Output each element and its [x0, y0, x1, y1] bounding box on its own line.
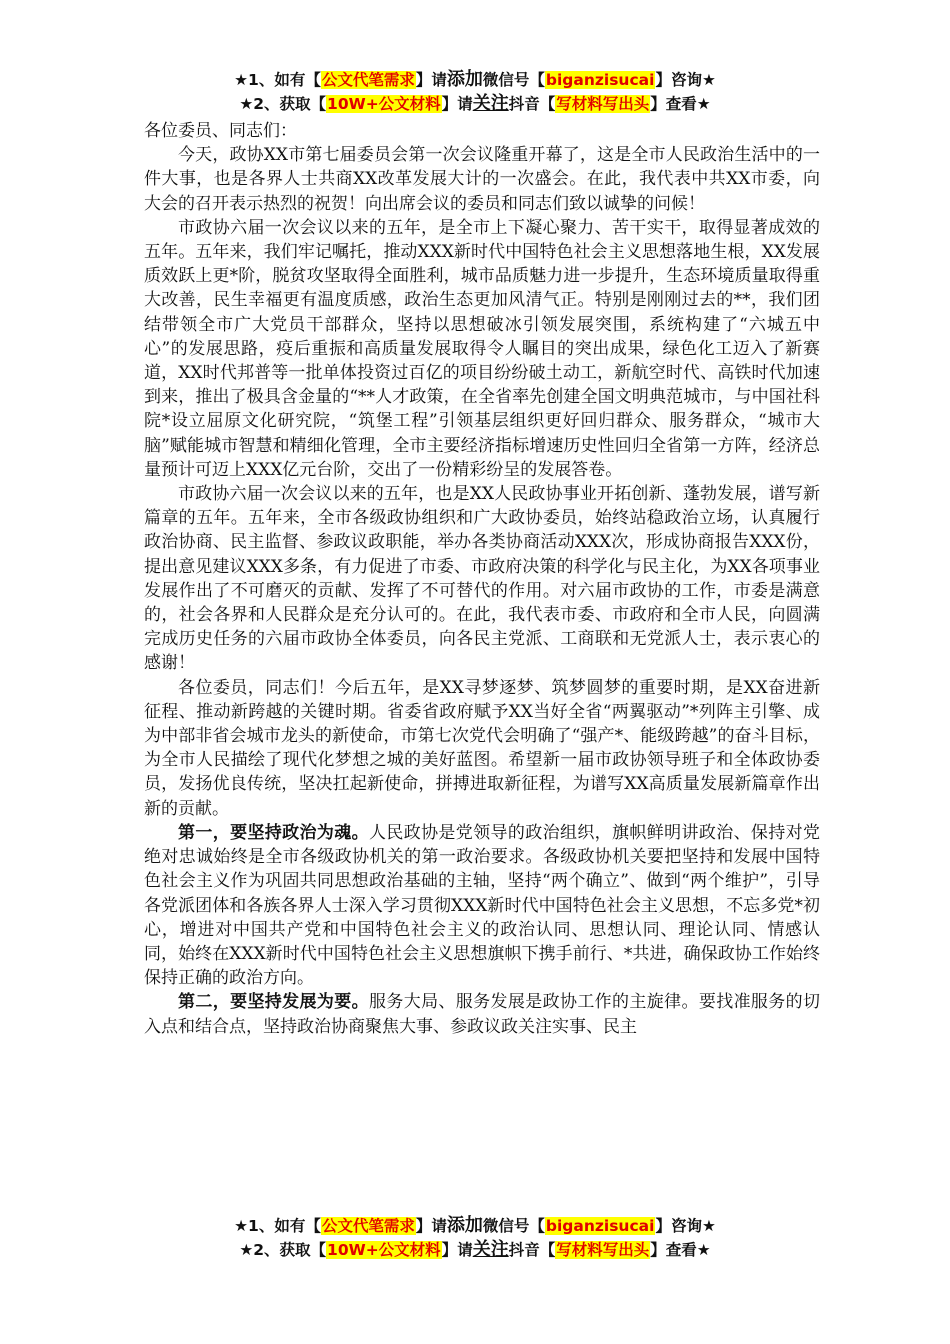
highlight-ghostwriting: 公文代笔需求: [321, 71, 415, 89]
highlight-ghostwriting: 公文代笔需求: [321, 1217, 415, 1235]
paragraph-point-1: [144, 821, 820, 990]
document-body: [144, 119, 820, 1039]
promo-line-1: ★1、如有【公文代笔需求】请添加微信号【biganzisucai】咨询★: [234, 69, 716, 90]
promo-banner-bottom: [0, 1214, 950, 1262]
salutation: 各位委员、同志们：: [144, 121, 297, 141]
highlight-materials: 10W+公文材料: [327, 1241, 441, 1259]
promo-line-2: ★2、获取【10W+公文材料】请关注抖音【写材料写出头】查看★: [239, 93, 711, 114]
highlight-douyin: 写材料写出头: [556, 95, 650, 113]
promo-banner-top: [0, 68, 950, 116]
paragraph-opening: 今天，政协XX市第七届委员会第一次会议隆重开幕了，这是全市人民政治生活中的一件大事，也是各界人士共商XX改革发展大计的一次盛会。在此，我代表中共XX市委，向大会的召开表示热烈的祝贺！向出席会议的委员和同志们致以诚挚的问候！: [144, 145, 820, 214]
highlight-douyin: 写材料写出头: [556, 1241, 650, 1259]
promo-line-1: ★1、如有【公文代笔需求】请添加微信号【biganzisucai】咨询★: [234, 1215, 716, 1236]
paragraph-outlook: 各位委员，同志们！今后五年，是XX寻梦逐梦、筑梦圆梦的重要时期，是XX奋进新征程、推动新跨越的关键时期。省委省政府赋予XX当好全省“两翼驱动”*列阵主引擎、成为中部非省会城市龙头的新使命，市第七次党代会明确了“强产*、能级跨越”的奋斗目标，为全市人民描绘了现代化梦想之城的美好蓝图。希望新一届市政协领导班子和全体政协委员，发扬优良传统，坚决扛起新使命，拼搏进取新征程，为谱写XX高质量发展新篇章作出新的贡献。: [144, 677, 820, 819]
paragraph-point-2: [144, 990, 820, 1038]
point-1-body: 人民政协是党领导的政治组织，旗帜鲜明讲政治、保持对党绝对忠诚始终是全市各级政协机关的第一政治要求。各级政协机关要把坚持和发展中国特色社会主义作为巩固共同思想政治基础的主轴，坚持“两个确立”、做到“两个维护”，引导各党派团体和各族各界人士深入学习贯彻XXX新时代中国特色社会主义思想，不忘多党*初心，增进对中国共产党和中国特色社会主义的政治认同、思想认同、理论认同、情感认同，始终在XXX新时代中国特色社会主义思想旗帜下携手前行、*共进，确保政协工作始终保持正确的政治方向。: [144, 822, 821, 989]
point-2-heading: 第二，要坚持发展为要。: [178, 992, 369, 1013]
highlight-wechat-id: biganzisucai: [545, 1217, 655, 1235]
highlight-materials: 10W+公文材料: [327, 95, 441, 113]
paragraph-achievements: 市政协六届一次会议以来的五年，是全市上下凝心聚力、苦干实干，取得显著成效的五年。五年来，我们牢记嘱托，推动XXX新时代中国特色社会主义思想落地生根，XX发展质效跃上更*阶，脱贫攻坚取得全面胜利，城市品质魅力进一步提升，生态环境质量取得重大改善，民生幸福更有温度质感，政治生态更加风清气正。特别是刚刚过去的**，我们团结带领全市广大党员干部群众，坚持以思想破冰引领发展突围，系统构建了“六城五中心”的发展思路，疫后重振和高质量发展取得令人瞩目的突出成果，绿色化工迈入了新赛道，XX时代邦普等一批单体投资过百亿的项目纷纷破土动工，新航空时代、高铁时代加速到来，推出了极具含金量的“**人才政策，在全省率先创建全国文明典范城市，与中国社科院*设立屈原文化研究院，“筑堡工程”引领基层组织更好回归群众、服务群众，“城市大脑”赋能城市智慧和精细化管理，全市主要经济指标增速历史性回归全省第一方阵，经济总量预计可迈上XXX亿元台阶，交出了一份精彩纷呈的发展答卷。: [144, 217, 820, 480]
point-1-heading: 第一，要坚持政治为魂。: [178, 822, 369, 843]
promo-line-2: ★2、获取【10W+公文材料】请关注抖音【写材料写出头】查看★: [239, 1239, 711, 1260]
highlight-wechat-id: biganzisucai: [545, 71, 655, 89]
point-2-body: 服务大局、服务发展是政协工作的主旋律。要找准服务的切入点和结合点，坚持政治协商聚焦大事、参政议政关注实事、民主: [144, 992, 821, 1037]
paragraph-cppcc-work: 市政协六届一次会议以来的五年，也是XX人民政协事业开拓创新、蓬勃发展，谱写新篇章的五年。五年来，全市各级政协组织和广大政协委员，始终站稳政治立场，认真履行政治协商、民主监督、参政议政职能，举办各类协商活动XXX次，形成协商报告XXX份，提出意见建议XXX多条，有力促进了市委、市政府决策的科学化与民主化，为XX各项事业发展作出了不可磨灭的贡献、发挥了不可替代的作用。对六届市政协的工作，市委是满意的，社会各界和人民群众是充分认可的。在此，我代表市委、市政府和全市人民，向圆满完成历史任务的六届市政协全体委员，向各民主党派、工商联和无党派人士，表示衷心的感谢！: [144, 484, 820, 674]
